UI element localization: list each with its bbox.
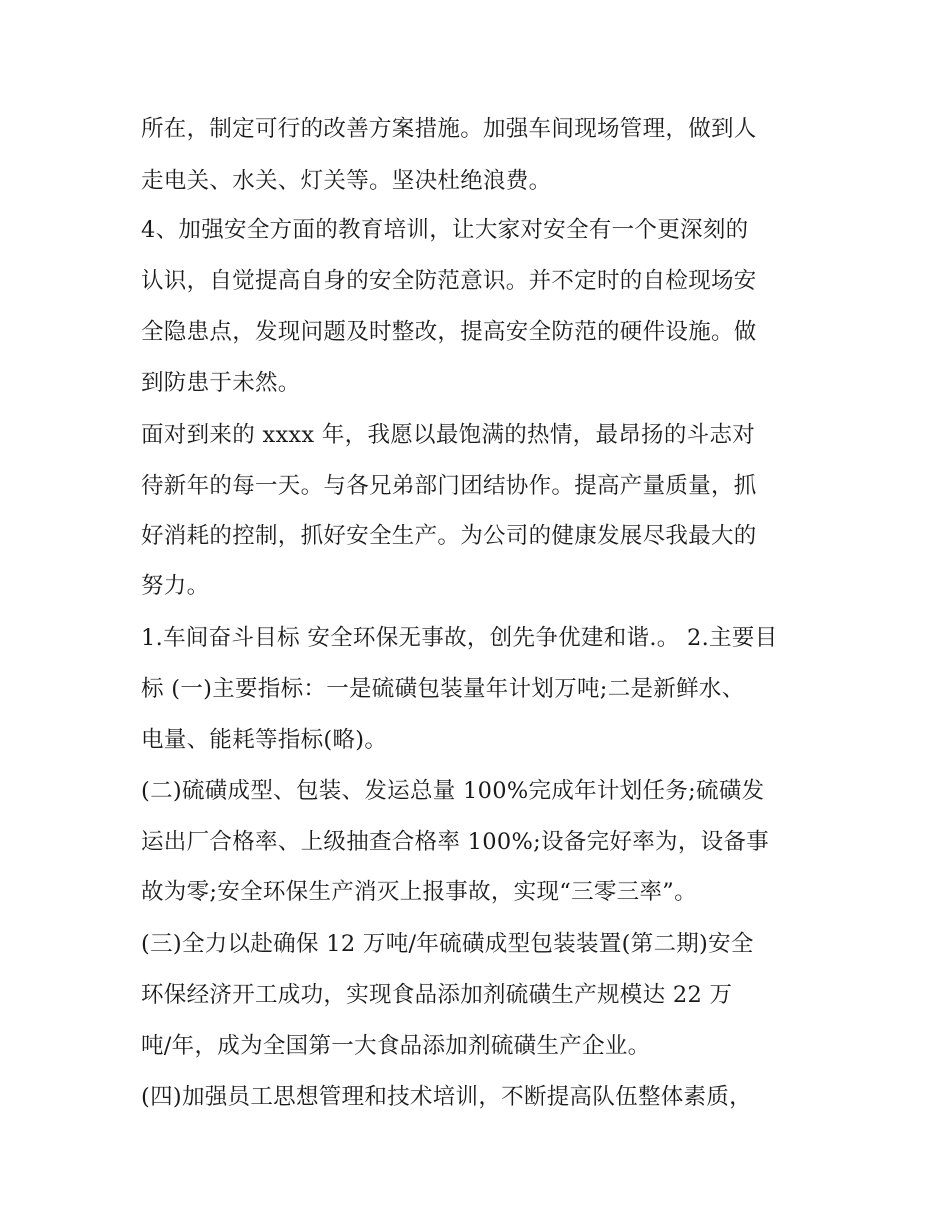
text-line: 好消耗的控制，抓好安全生产。为公司的健康发展尽我最大的: [141, 523, 757, 549]
text-line: (二)硫磺成型、包装、发运总量 100%完成年计划任务;硫磺发: [141, 778, 765, 804]
text-line: 到防患于未然。: [141, 370, 301, 396]
text-line: 环保经济开工成功，实现食品添加剂硫磺生产规模达 22 万: [141, 982, 733, 1008]
text-line: 运出厂合格率、上级抽查合格率 100%;设备完好率为，设备事: [141, 829, 770, 855]
text-line: 1.车间奋斗目标 安全环保无事故，创先争优建和谐.。 2.主要目: [141, 625, 778, 651]
text-line: (四)加强员工思想管理和技术培训，不断提高队伍整体素质，: [141, 1084, 752, 1110]
text-line: (三)全力以赴确保 12 万吨/年硫磺成型包装装置(第二期)安全: [141, 931, 754, 957]
text-line: 标 (一)主要指标：一是硫磺包装量年计划万吨;二是新鲜水、: [141, 676, 745, 702]
text-line: 待新年的每一天。与各兄弟部门团结协作。提高产量质量，抓: [141, 473, 757, 499]
text-line: 电量、能耗等指标(略)。: [141, 727, 388, 753]
text-line: 故为零;安全环保生产消灭上报事故，实现“三零三率”。: [141, 879, 697, 905]
text-line: 努力。: [141, 573, 210, 599]
text-line: 4、加强安全方面的教育培训，让大家对安全有一个更深刻的: [141, 217, 749, 243]
text-line: 认识，自觉提高自身的安全防范意识。并不定时的自检现场安: [141, 268, 757, 294]
text-line: 全隐患点，发现问题及时整改，提高安全防范的硬件设施。做: [141, 319, 757, 345]
text-line: 吨/年，成为全国第一大食品添加剂硫磺生产企业。: [141, 1033, 651, 1059]
text-line: 面对到来的 xxxx 年，我愿以最饱满的热情，最昂扬的斗志对: [141, 422, 756, 448]
text-line: 走电关、水关、灯关等。坚决杜绝浪费。: [141, 168, 552, 194]
text-line: 所在，制定可行的改善方案措施。加强车间现场管理，做到人: [141, 116, 757, 142]
